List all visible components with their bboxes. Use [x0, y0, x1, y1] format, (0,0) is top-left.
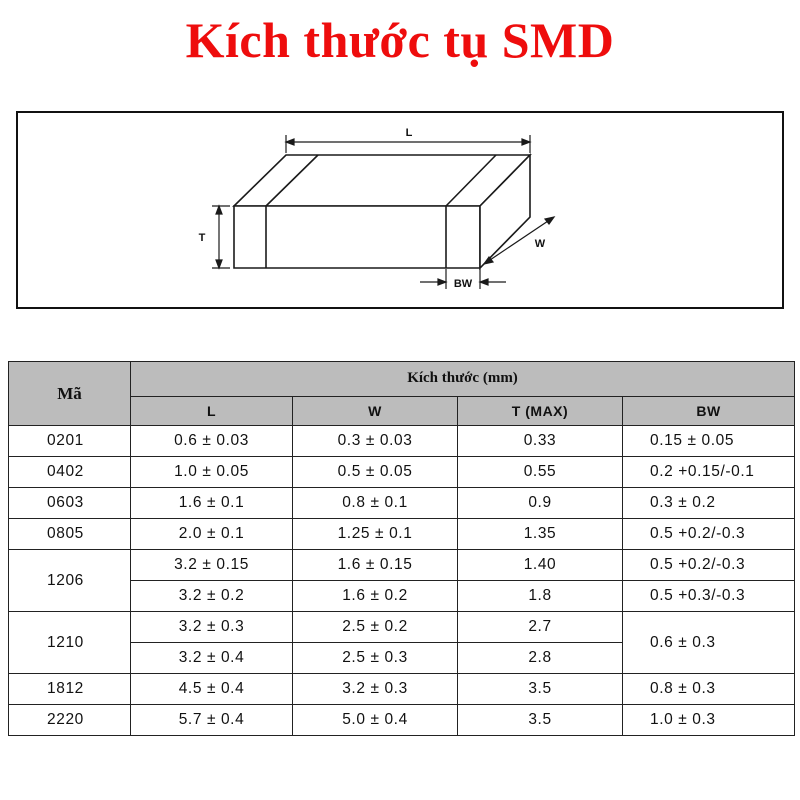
cell-w: 0.3 ± 0.03 — [293, 426, 458, 457]
bw-arrow-right — [480, 279, 488, 285]
header-bw: BW — [623, 396, 795, 425]
dimension-label-l: L — [405, 127, 413, 139]
table-row — [9, 550, 795, 581]
w-arrow-top — [545, 217, 554, 224]
cell-t: 1.35 — [458, 519, 623, 550]
body-top-face — [234, 155, 530, 206]
cell-bw: 0.3 ± 0.2 — [623, 488, 795, 519]
smd-capacitor-drawing — [18, 113, 782, 307]
table-row — [9, 488, 795, 519]
cell-bw: 0.5 +0.2/-0.3 — [623, 550, 795, 581]
cell-t: 1.40 — [458, 550, 623, 581]
t-arrow-top — [216, 206, 222, 214]
l-arrow-right — [522, 139, 530, 145]
cell-code: 1812 — [9, 674, 131, 705]
cell-w: 1.6 ± 0.15 — [293, 550, 458, 581]
cell-bw: 0.8 ± 0.3 — [623, 674, 795, 705]
cell-l: 1.6 ± 0.1 — [131, 488, 293, 519]
cell-l: 2.0 ± 0.1 — [131, 519, 293, 550]
cell-l: 3.2 ± 0.3 — [131, 612, 293, 643]
cell-l: 0.6 ± 0.03 — [131, 426, 293, 457]
table-row — [9, 612, 795, 643]
cell-bw: 0.5 +0.3/-0.3 — [623, 581, 795, 612]
cell-t: 3.5 — [458, 705, 623, 736]
cell-code: 0402 — [9, 457, 131, 488]
cell-code: 1206 — [9, 550, 131, 612]
header-t-max: T (MAX) — [458, 396, 623, 425]
cell-w: 1.6 ± 0.2 — [293, 581, 458, 612]
body-front-face — [234, 206, 480, 268]
table-row — [9, 674, 795, 705]
cell-code: 1210 — [9, 612, 131, 674]
table-row — [9, 426, 795, 457]
dimension-label-w: W — [534, 238, 546, 250]
cell-bw: 0.6 ± 0.3 — [623, 612, 795, 674]
l-arrow-left — [286, 139, 294, 145]
cell-bw: 1.0 ± 0.3 — [623, 705, 795, 736]
cell-t: 2.7 — [458, 612, 623, 643]
cell-t: 3.5 — [458, 674, 623, 705]
smd-size-table — [8, 361, 795, 736]
cell-code: 0201 — [9, 426, 131, 457]
cell-w: 3.2 ± 0.3 — [293, 674, 458, 705]
cell-w: 1.25 ± 0.1 — [293, 519, 458, 550]
cell-t: 0.55 — [458, 457, 623, 488]
cell-w: 5.0 ± 0.4 — [293, 705, 458, 736]
cell-l: 4.5 ± 0.4 — [131, 674, 293, 705]
cell-w: 2.5 ± 0.3 — [293, 643, 458, 674]
dimension-label-t: T — [198, 232, 206, 244]
cell-t: 1.8 — [458, 581, 623, 612]
cell-t: 0.33 — [458, 426, 623, 457]
t-arrow-bottom — [216, 260, 222, 268]
table-row — [9, 705, 795, 736]
table-row — [9, 519, 795, 550]
cell-bw: 0.5 +0.2/-0.3 — [623, 519, 795, 550]
cell-w: 0.5 ± 0.05 — [293, 457, 458, 488]
cell-bw: 0.2 +0.15/-0.1 — [623, 457, 795, 488]
header-code: Mã — [9, 362, 131, 426]
cell-w: 0.8 ± 0.1 — [293, 488, 458, 519]
dimension-label-bw: BW — [453, 278, 473, 290]
header-l: L — [131, 396, 293, 425]
header-dimensions: Kích thước (mm) — [131, 362, 795, 397]
cell-bw: 0.15 ± 0.05 — [623, 426, 795, 457]
cell-code: 0603 — [9, 488, 131, 519]
cell-code: 0805 — [9, 519, 131, 550]
page-title: Kích thước tụ SMD — [185, 12, 615, 68]
smd-dimension-diagram — [16, 111, 784, 309]
cell-l: 3.2 ± 0.4 — [131, 643, 293, 674]
cell-t: 0.9 — [458, 488, 623, 519]
table-row — [9, 457, 795, 488]
cell-code: 2220 — [9, 705, 131, 736]
cell-l: 3.2 ± 0.15 — [131, 550, 293, 581]
header-w: W — [293, 396, 458, 425]
cell-w: 2.5 ± 0.2 — [293, 612, 458, 643]
bw-arrow-left — [438, 279, 446, 285]
cell-l: 1.0 ± 0.05 — [131, 457, 293, 488]
cell-l: 5.7 ± 0.4 — [131, 705, 293, 736]
cell-l: 3.2 ± 0.2 — [131, 581, 293, 612]
cell-t: 2.8 — [458, 643, 623, 674]
